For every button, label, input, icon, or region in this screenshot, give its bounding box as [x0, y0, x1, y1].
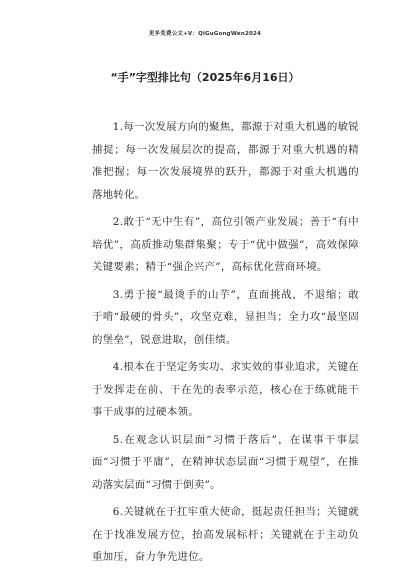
paragraph-5: 5.在观念认识层面“习惯于落后”，在谋事干事层面“习惯于平庸”，在精神状态层面“习惯于观望”，在推动落实层面“习惯于倒卖”。 [92, 433, 359, 491]
paragraph-3: 3.勇于接“最烫手的山芋”，直面挑战，不退缩；敢于啃“最硬的骨头”，攻坚克难，显担当；全力攻“最坚固的堡垒”，锐意进取，创佳绩。 [92, 288, 359, 346]
paragraph-2: 2.敢于“无中生有”，高位引领产业发展；善于“有中培优”，高质推动集群集聚；专于“优中做强”，高效保障关键要素；精于“强企兴产”，高标优化营商环境。 [92, 216, 359, 273]
document-body [92, 116, 359, 574]
document-title: “手”字型排比句（2025年6月16日） [110, 71, 300, 84]
paragraph-6: 6.关键就在于扛牢重大使命，挺起责任担当；关键就在于找准发展方位，抬高发展标杆；关键就在于主动负重加压，奋力争先进位。 [92, 506, 359, 563]
header-note: 更多免费公文+V：QiGuGongWen2024 [148, 31, 262, 37]
paragraph-4: 4.根本在于坚定务实功、求实效的事业追求，关键在于发挥走在前、干在先的表率示范，核心在于练就能干事干成事的过硬本领。 [92, 361, 359, 418]
paragraph-1: 1.每一次发展方向的聚焦，都源于对重大机遇的敏锐捕捉；每一次发展层次的提高，都源于对重大机遇的精准把握；每一次发展境界的跃升，都源于对重大机遇的落地转化。 [92, 121, 359, 201]
